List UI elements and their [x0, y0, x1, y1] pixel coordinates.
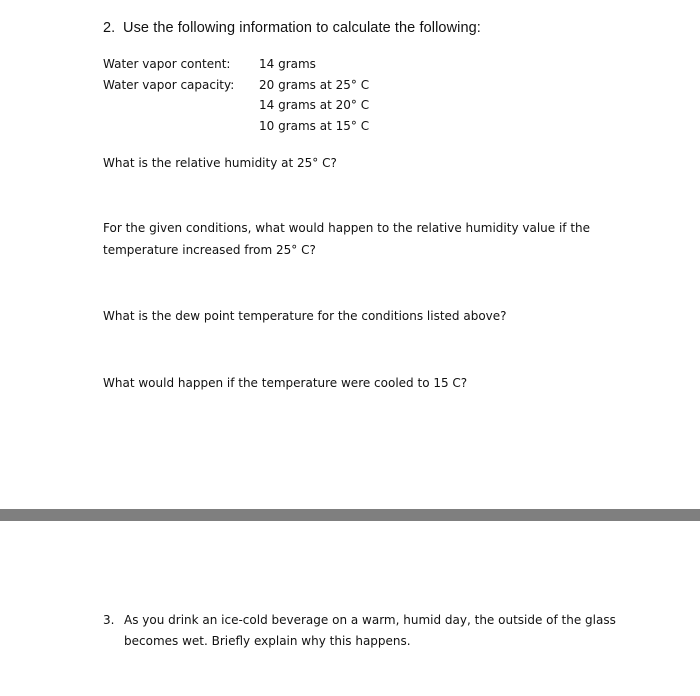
info-row-capacity-2: [103, 95, 369, 116]
capacity-value-15: 10 grams at 15° C: [259, 118, 370, 133]
question-dew-point: What is the dew point temperature for the conditions listed above?: [103, 309, 507, 323]
section-divider: [0, 509, 700, 521]
question-3-number: 3.: [103, 613, 115, 627]
info-row-capacity-1: [103, 75, 369, 96]
info-block: [103, 54, 369, 136]
question-cooling: What would happen if the temperature were cooled to 15 C?: [103, 376, 468, 390]
question-3-text: As you drink an ice-cold beverage on a warm, humid day, the outside of the glass becomes wet. Briefly explain why this happens.: [124, 613, 616, 648]
water-vapor-content-value: 14 grams: [259, 57, 316, 71]
question-temperature-increase: For the given conditions, what would happen to the relative humidity value if the temperature increased from 25° C?: [103, 221, 591, 257]
water-vapor-content-label: Water vapor content:: [103, 57, 231, 71]
question-2-heading: [103, 20, 481, 36]
question-relative-humidity: What is the relative humidity at 25° C?: [103, 156, 337, 170]
info-spacer: [103, 95, 259, 116]
water-vapor-capacity-label: Water vapor capacity:: [103, 77, 235, 92]
info-row-capacity-3: [103, 116, 369, 137]
question-2-number: 2.: [103, 20, 116, 36]
capacity-value-25: 20 grams at 25° C: [259, 77, 370, 92]
info-spacer: [103, 116, 259, 137]
info-row-content: [103, 54, 369, 75]
question-3: [103, 610, 673, 652]
question-2-heading-text: Use the following information to calculate the following:: [123, 20, 481, 36]
capacity-value-20: 14 grams at 20° C: [259, 98, 370, 112]
